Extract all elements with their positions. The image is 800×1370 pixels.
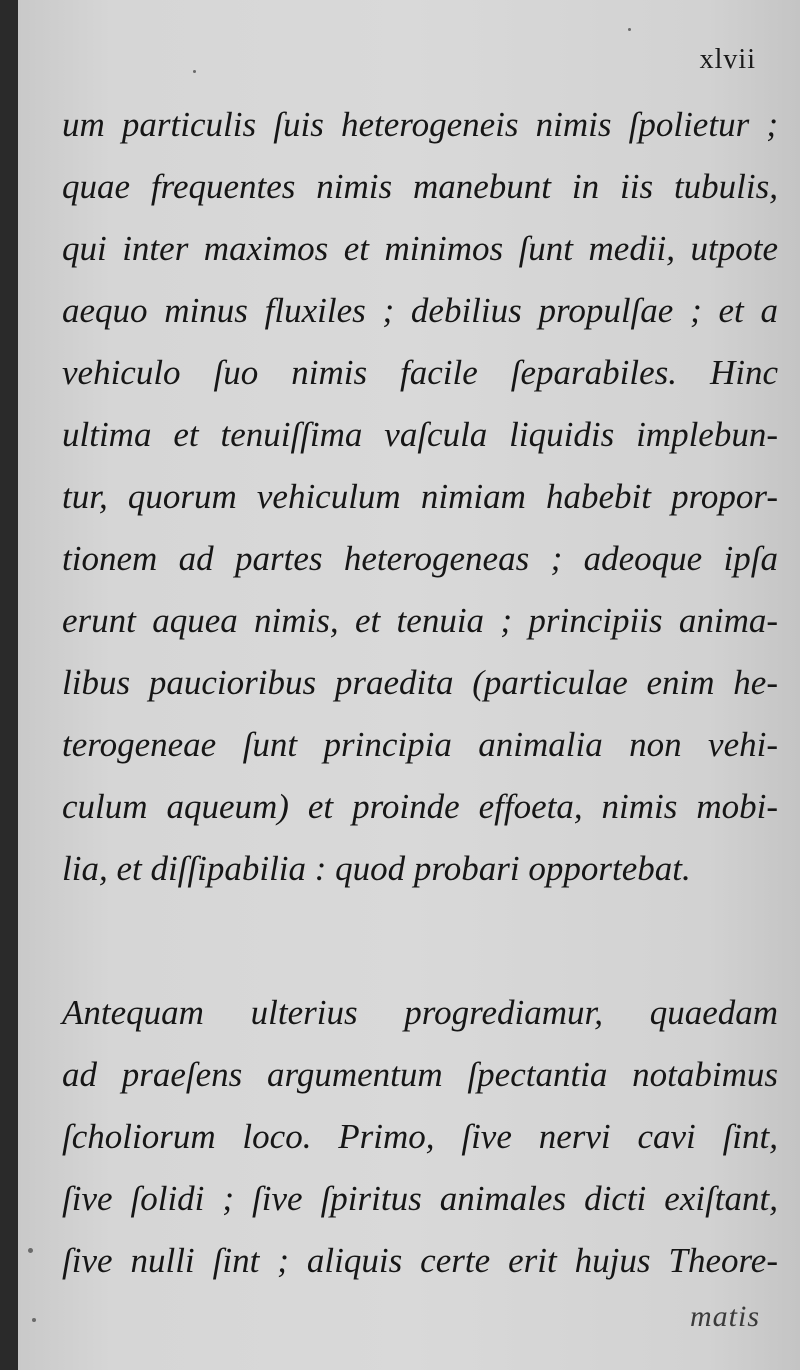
text-line: quae frequentes nimis manebunt in iis tubulis, (62, 167, 778, 206)
paragraph-1 (62, 94, 778, 900)
page-number: xlvii (699, 44, 756, 75)
text-line: qui inter maximos et minimos ſunt medii, utpote (62, 229, 778, 268)
text-line: erunt aquea nimis, et tenuia ; principiis anima- (62, 601, 778, 640)
paper-speck (628, 28, 631, 31)
text-line: aequo minus fluxiles ; debilius propulſae ; et a (62, 291, 778, 330)
text-line: culum aqueum) et proinde effoeta, nimis mobi- (62, 787, 778, 826)
catchword: matis (689, 1300, 760, 1333)
text-line: Antequam ulterius progrediamur, quaedam (62, 993, 778, 1032)
text-line: ſive ſolidi ; ſive ſpiritus animales dicti exiſtant, (62, 1179, 778, 1218)
text-line: um particulis ſuis heterogeneis nimis ſpolietur ; (62, 105, 778, 144)
text-line: libus paucioribus praedita (particulae enim he- (62, 663, 778, 702)
paper-speck (28, 1248, 33, 1253)
text-line: tionem ad partes heterogeneas ; adeoque ipſa (62, 539, 778, 578)
paper-speck (193, 70, 196, 73)
text-line: ſcholiorum loco. Primo, ſive nervi cavi ſint, (62, 1117, 778, 1156)
text-line: ultima et tenuiſſima vaſcula liquidis implebun- (62, 415, 778, 454)
text-line: tur, quorum vehiculum nimiam habebit propor- (62, 477, 778, 516)
paper-speck (32, 1318, 36, 1322)
paragraph-2 (62, 982, 778, 1292)
text-line: terogeneae ſunt principia animalia non vehi- (62, 725, 778, 764)
text-line: lia, et diſſipabilia : quod probari opportebat. (62, 849, 691, 888)
text-line: ſive nulli ſint ; aliquis certe erit hujus Theore- (62, 1241, 778, 1280)
text-line: vehiculo ſuo nimis facile ſeparabiles. Hinc (62, 353, 778, 392)
text-line: ad praeſens argumentum ſpectantia notabimus (62, 1055, 778, 1094)
book-page (18, 0, 800, 1370)
